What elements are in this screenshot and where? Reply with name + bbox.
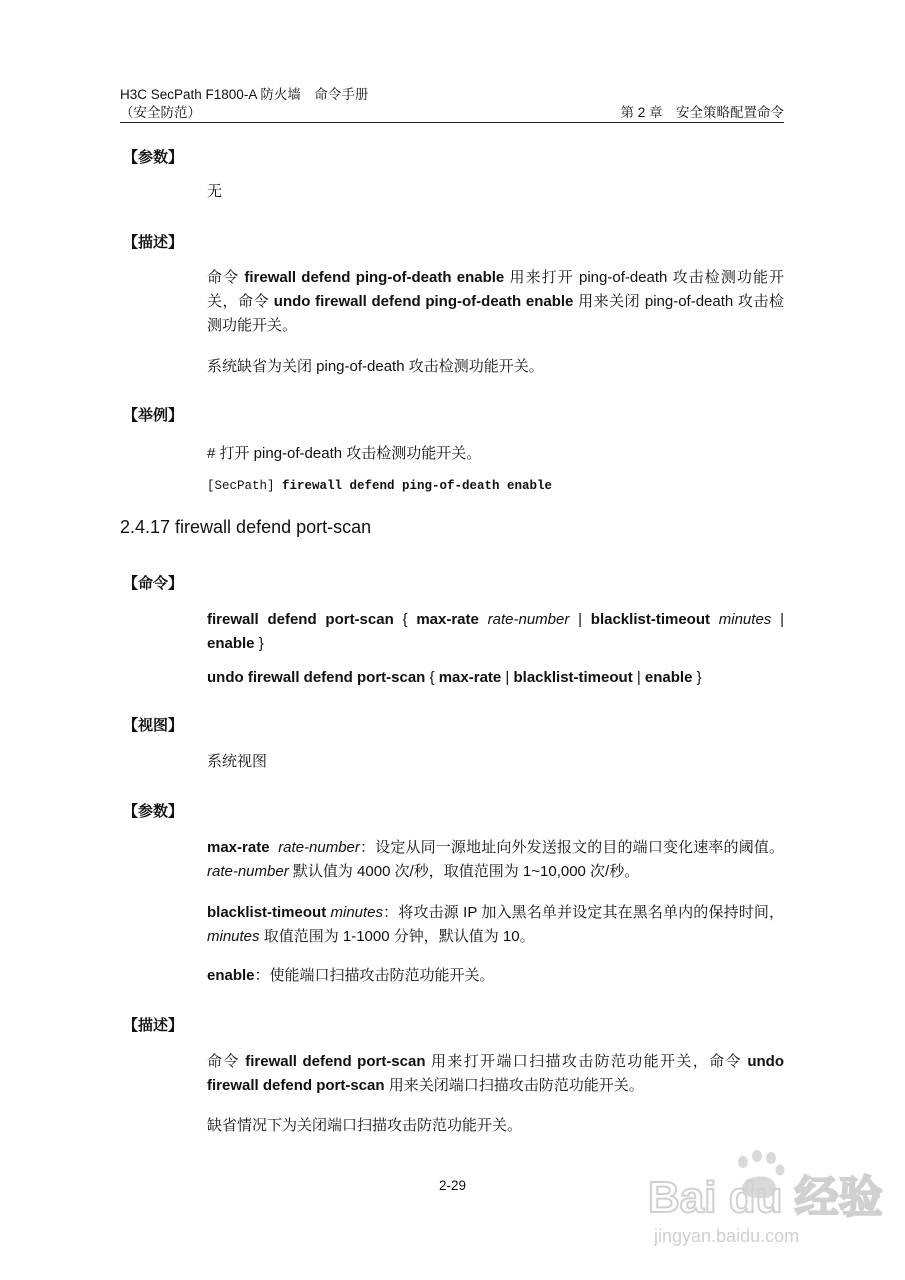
command-keyword: firewall defend ping-of-death enable [244,269,505,286]
section-title-params-2: 【参数】 [123,803,184,820]
view-text: 系统视图 [207,753,268,770]
param-blacklist-timeout: blacklist-timeout minutes：将攻击源 IP 加入黑名单并设定其在黑名单内的保持时间，minutes 取值范围为 1-1000 分钟，默认值为 10。 [207,904,784,945]
watermark-brand: Bai du 经验 [648,1173,883,1222]
command-syntax-2: undo firewall defend port-scan { max-rate | blacklist-timeout | enable } [207,669,702,686]
desc-2-default: 缺省情况下为关闭端口扫描攻击防范功能开关。 [207,1117,523,1134]
desc-1-paragraph: 命令 firewall defend ping-of-death enable 用来打开 ping-of-death 攻击检测功能开关，命令 undo firewall defend ping-of-death enable 用来关闭 ping-of-death 攻击检测功能开关。 [207,269,785,334]
section-title-desc-1: 【描述】 [123,234,184,251]
section-heading: 2.4.17 firewall defend port-scan [120,517,372,537]
desc-2-paragraph: 命令 firewall defend port-scan 用来打开端口扫描攻击防范功能开关，命令 undo firewall defend port-scan 用来关闭端口扫描攻击防范功能开关。 [207,1053,784,1094]
page-number: 2-29 [438,1178,467,1193]
section-title-view: 【视图】 [123,717,184,734]
command-keyword: undo firewall defend port-scan [207,1053,784,1094]
example-comment: # 打开 ping-of-death 攻击检测功能开关。 [207,445,482,462]
header-title: H3C SecPath F1800-A 防火墙 命令手册 [120,87,369,102]
section-title-command: 【命令】 [123,575,184,592]
command-keyword: undo firewall defend ping-of-death enable [273,293,574,310]
section-title-params-1: 【参数】 [123,149,184,166]
header-subtitle: （安全防范） [120,105,201,120]
baidu-jingyan-watermark [640,1146,890,1256]
section-title-desc-2: 【描述】 [123,1017,184,1034]
command-syntax-1: firewall defend port-scan { max-rate rate-number | blacklist-timeout minutes | enable } [207,611,784,652]
paw-logo-icon [640,1146,890,1256]
section-title-example: 【举例】 [123,407,184,424]
header-rule [120,122,784,123]
command-keyword: firewall defend port-scan [245,1053,426,1070]
params-1-text: 无 [207,183,223,200]
desc-1-default: 系统缺省为关闭 ping-of-death 攻击检测功能开关。 [207,358,544,375]
header-chapter: 第 2 章 安全策略配置命令 [620,105,784,120]
param-enable: enable：使能端口扫描攻击防范功能开关。 [207,967,495,984]
watermark-url: jingyan.baidu.com [654,1226,800,1246]
example-code: [SecPath] firewall defend ping-of-death enable [207,479,553,493]
param-max-rate: max-rate rate-number：设定从同一源地址向外发送报文的目的端口变化速率的阈值。rate-number 默认值为 4000 次/秒，取值范围为 1~10,000 次/秒。 [207,839,784,880]
